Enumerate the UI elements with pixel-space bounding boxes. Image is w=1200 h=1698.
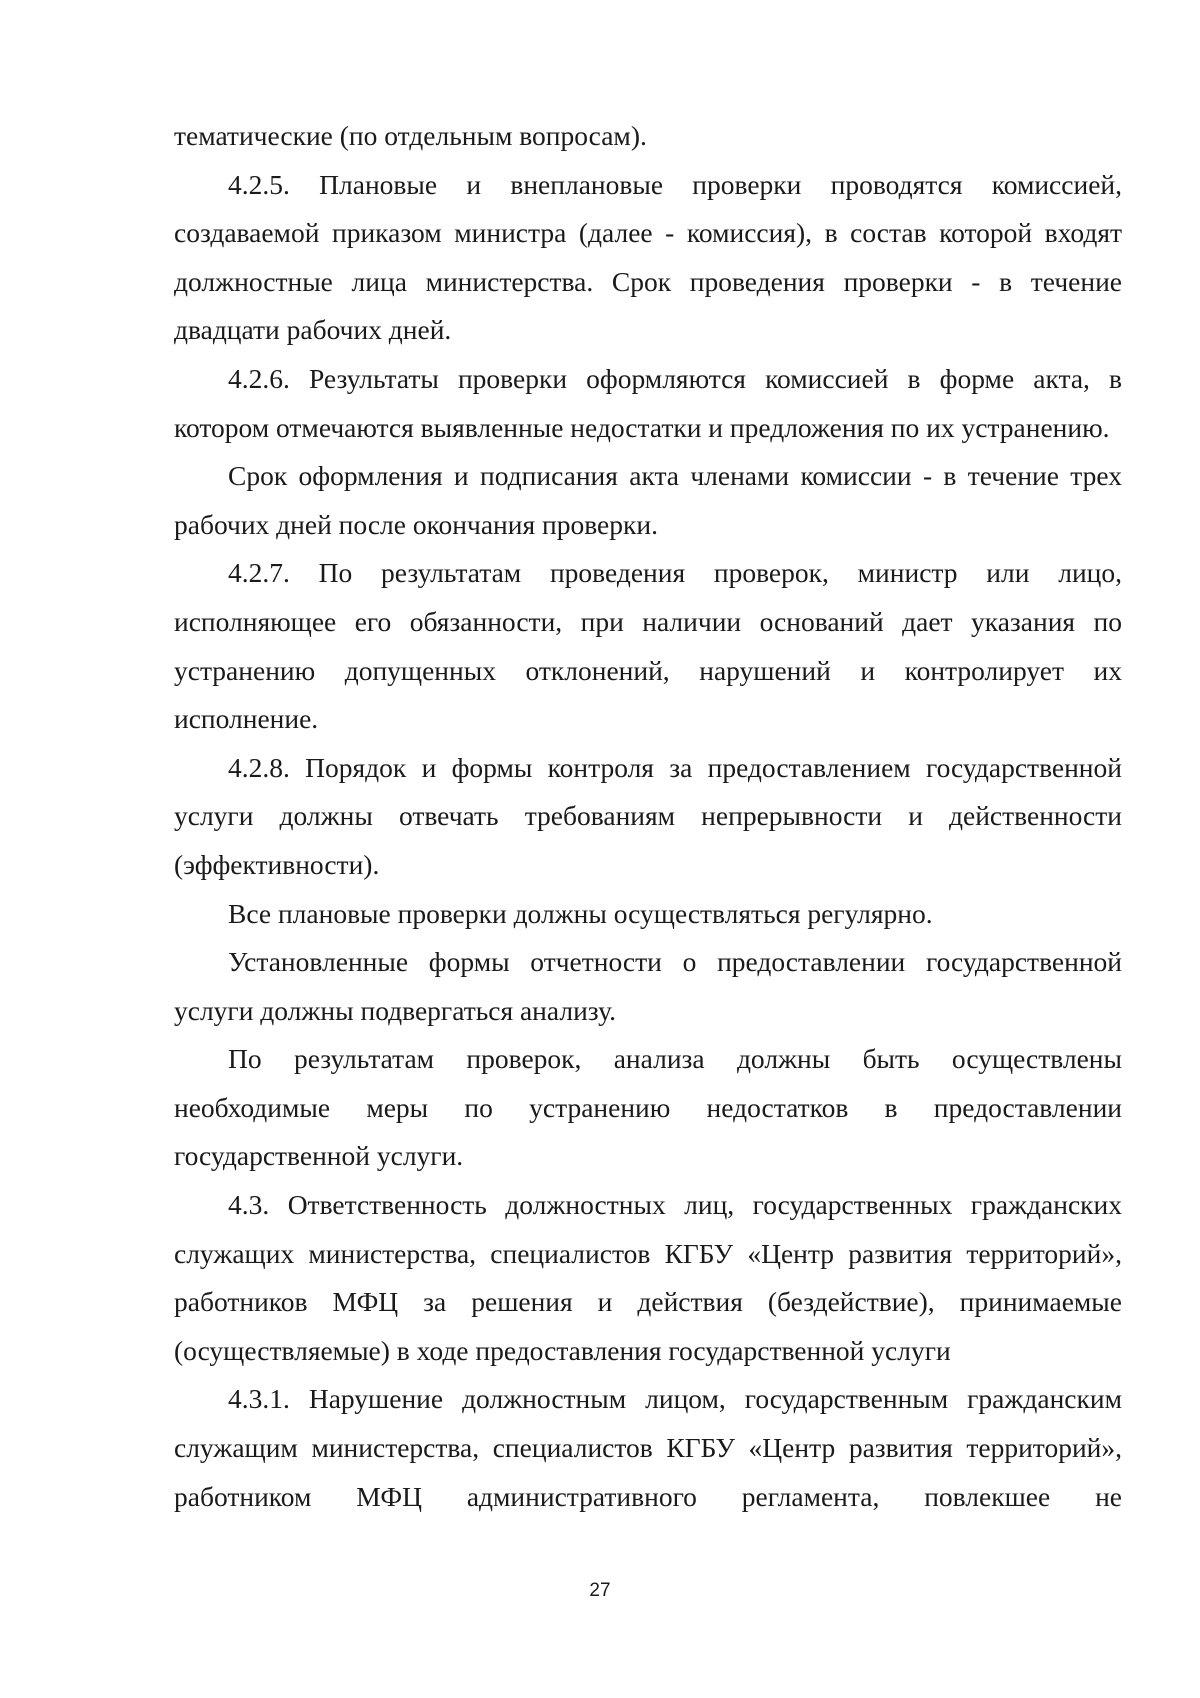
paragraph-4-2-7: 4.2.7. По результатам проведения проверок, министр или лицо, исполняющее его обязанности, при наличии оснований дает указания по устранению допущенных отклонений, нарушений и контролирует их исполнение. xyxy=(174,557,1122,735)
paragraph-4-3-1: 4.3.1. Нарушение должностным лицом, государственным гражданским служащим министерства, специалистов КГБУ «Центр развития территорий», работником МФЦ административного регламента, повлекшее не xyxy=(174,1383,1122,1512)
paragraph-4-2-6: 4.2.6. Результаты проверки оформляются комиссией в форме акта, в котором отмечаются выявленные недостатки и предложения по их устранению. xyxy=(174,362,1122,443)
paragraph-regular-checks: Все плановые проверки должны осуществляться регулярно. xyxy=(228,897,933,929)
paragraph-corrective-measures: По результатам проверок, анализа должны быть осуществлены необходимые меры по устранению недостатков в предоставлении государственной услуги. xyxy=(174,1043,1122,1172)
document-body xyxy=(174,112,1122,1521)
page-number: 27 xyxy=(589,1580,611,1601)
paragraph-reporting-forms: Установленные формы отчетности о предоставлении государственной услуги должны подвергаться анализу. xyxy=(174,946,1122,1026)
paragraph-4-2-5: 4.2.5. Плановые и внеплановые проверки проводятся комиссией, создаваемой приказом министра (далее - комиссия), в состав которой входят должностные лица министерства. Срок проведения проверки - в течение двадцати рабочих дней. xyxy=(174,168,1122,346)
paragraph-continuation: тематические (по отдельным вопросам). xyxy=(174,120,647,151)
section-heading-4-3: 4.3. Ответственность должностных лиц, государственных гражданских служащих министерства, специалистов КГБУ «Центр развития территорий», работников МФЦ за решения и действия (бездействие), принимаемые (осуществляемые) в ходе предоставления государственной услуги xyxy=(174,1189,1122,1366)
paragraph-act-deadline: Срок оформления и подписания акта членами комиссии - в течение трех рабочих дней после окончания проверки. xyxy=(174,460,1122,540)
paragraph-4-2-8: 4.2.8. Порядок и формы контроля за предоставлением государственной услуги должны отвечать требованиям непрерывности и действенности (эффективности). xyxy=(174,751,1122,880)
